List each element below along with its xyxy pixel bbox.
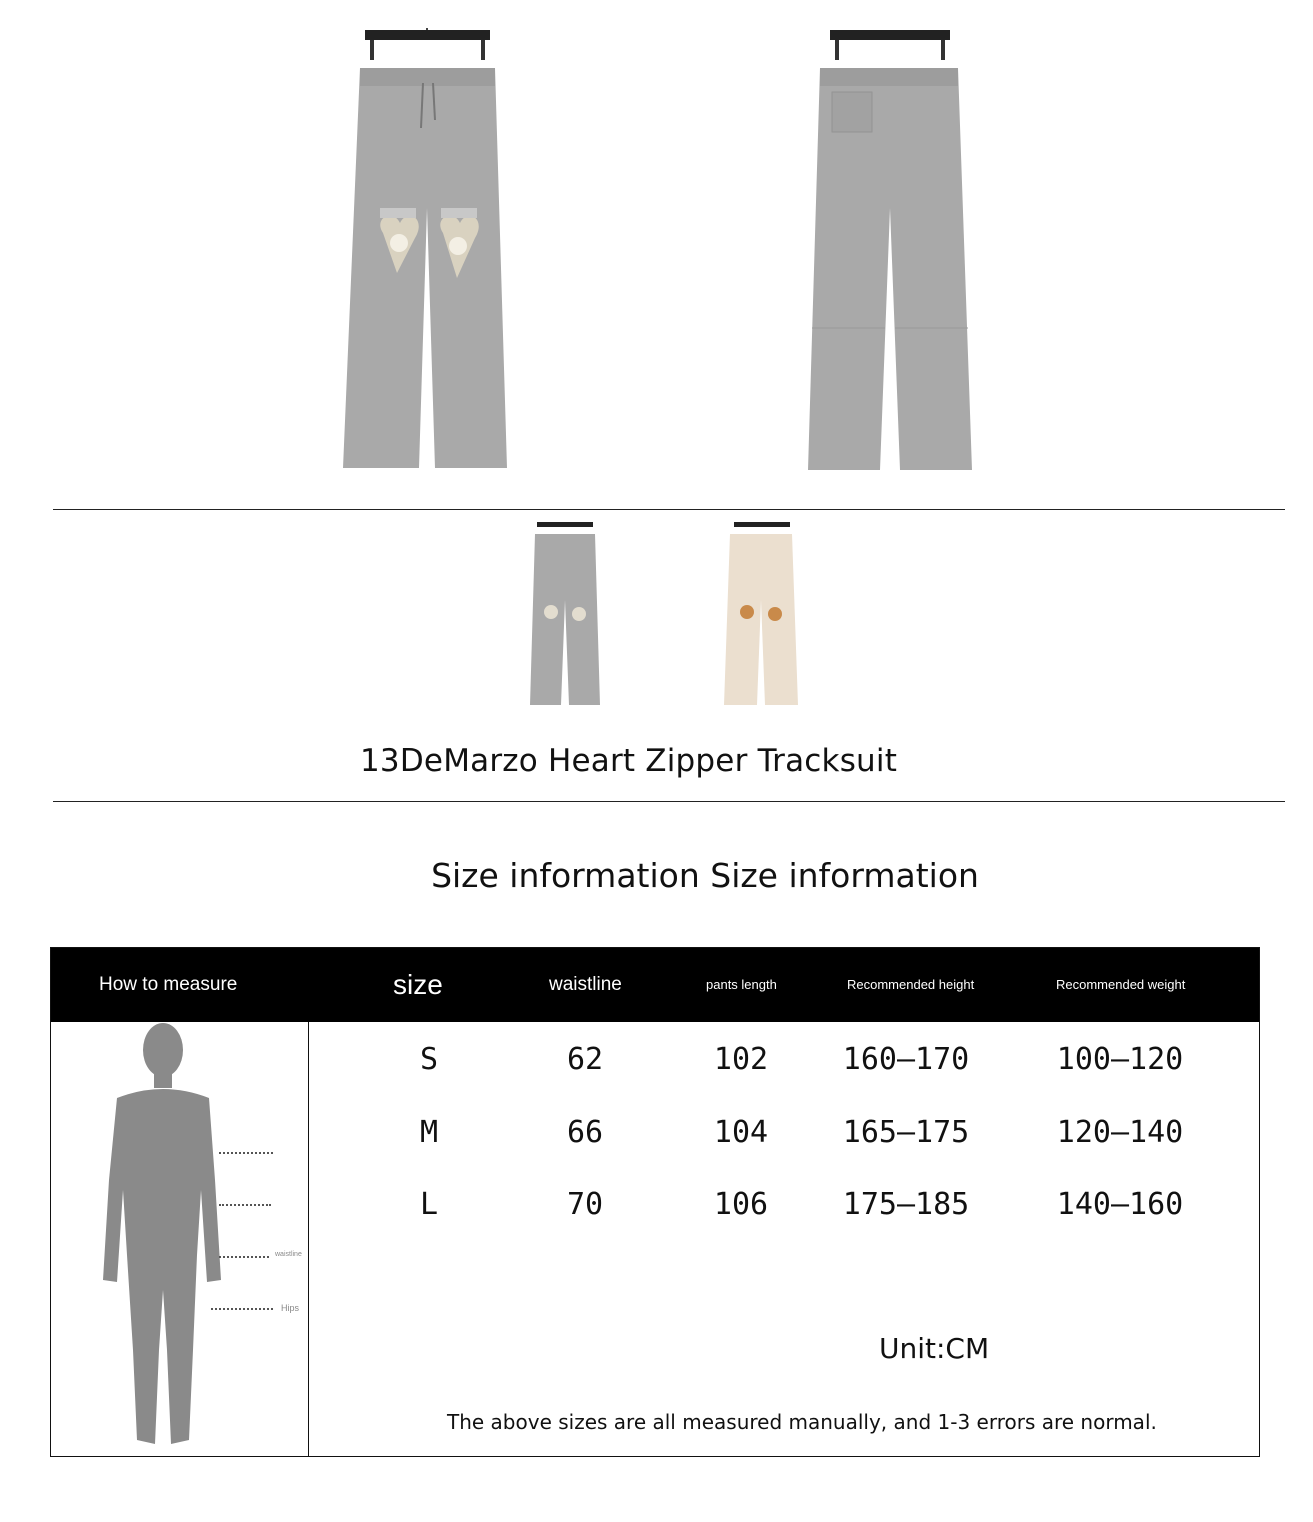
row-s-size: S [419,1042,439,1077]
row-l-height: 175–185 [842,1187,970,1222]
row-m-pants-length: 104 [713,1115,769,1150]
row-m-waistline: 66 [566,1115,604,1150]
measure-label-waistline: waistline [275,1251,302,1258]
row-l-waistline: 70 [566,1187,604,1222]
row-l-weight: 140–160 [1056,1187,1184,1222]
row-s-weight: 100–120 [1056,1042,1184,1077]
measure-line-waistline [219,1256,269,1258]
header-how-to-measure: How to measure [99,974,238,995]
row-s-height: 160–170 [842,1042,970,1077]
row-m-size: M [419,1115,439,1150]
header-pants-length: pants length [706,977,777,992]
row-s-waistline: 62 [566,1042,604,1077]
divider-top [53,509,1285,510]
body-silhouette [97,1020,227,1450]
measure-line-1 [219,1152,273,1154]
column-divider [308,1022,309,1457]
row-l-size: L [419,1187,439,1222]
pants-back-image [800,28,985,478]
product-title: 13DeMarzo Heart Zipper Tracksuit [360,743,898,779]
row-s-pants-length: 102 [713,1042,769,1077]
divider-bottom [53,801,1285,802]
size-table [50,947,1260,1457]
measure-line-hips [211,1308,273,1310]
row-m-weight: 120–140 [1056,1115,1184,1150]
variant-grey-image[interactable] [525,520,605,708]
measure-label-hips: Hips [281,1303,300,1313]
pants-front-image [335,28,520,478]
header-recommended-weight: Recommended weight [1056,977,1186,992]
variant-apricot-image[interactable] [718,520,804,708]
row-l-pants-length: 106 [713,1187,769,1222]
header-size: size [393,969,443,1000]
measurement-note: The above sizes are all measured manually, and 1-3 errors are normal. [447,1410,1157,1434]
size-section-title: Size information Size information [431,856,979,895]
unit-label: Unit:CM [879,1332,990,1365]
row-m-height: 165–175 [842,1115,970,1150]
header-recommended-height: Recommended height [847,977,975,992]
header-waistline: waistline [549,974,622,995]
size-table-header [51,948,1259,1022]
measure-line-2 [219,1204,271,1206]
